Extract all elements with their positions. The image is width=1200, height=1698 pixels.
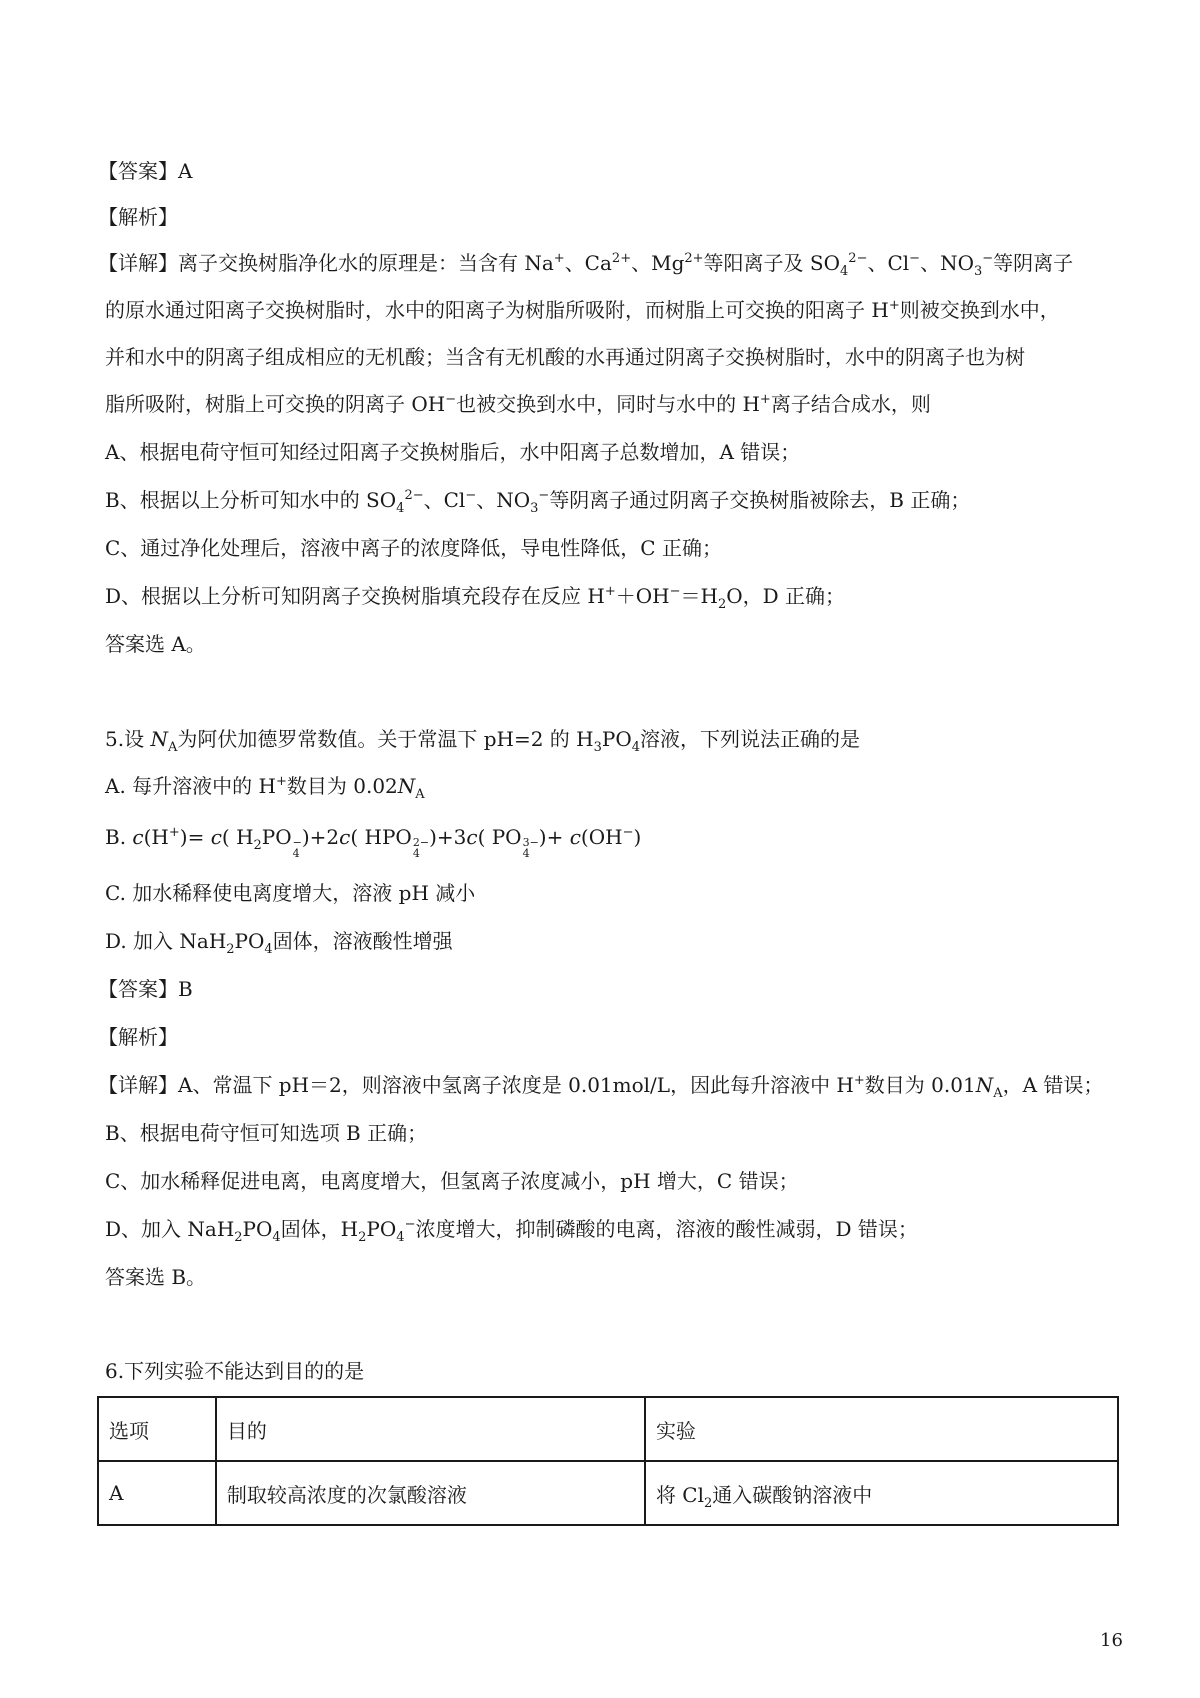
q4-option-d: D、根据以上分析可知阴离子交换树脂填充段存在反应 $H^++OH^-=H_2O$，D 正确； [105,584,846,612]
q5-explain-d: D、加入 $NaH_2PO_4$固体，$H_2PO_4^-$浓度增大，抑制磷酸的电离，溶液的酸性减弱，D 错误； [105,1217,918,1245]
q5-option-b: B. c(H+)= c( $H_2PO$ − 4 )+2c( HPO 2− 4 )+3c( PO 3− 4 )+ c(OH−) [105,825,642,860]
table-header-cell: 实验 [645,1397,1118,1461]
table-header-row [98,1397,1118,1461]
q4-detail-line4: 脂所吸附，树脂上可交换的阴离子 OH−也被交换到水中，同时与水中的 H+离子结合成水，则 [105,392,931,416]
q4-option-b: B、根据以上分析可知水中的 $SO_4^{2-}$、Cl−、$NO_3^-$等阴离子通过阴离子交换树脂被除去，B 正确； [105,488,971,516]
q4-answer: 【答案】A [98,159,193,183]
q4-option-c: C、通过净化处理后，溶液中离子的浓度降低，导电性降低，C 正确； [105,536,722,560]
q5-explain-b: B、根据电荷守恒可知选项 B 正确； [105,1121,428,1145]
page-number: 16 [1100,1630,1123,1651]
q5-option-a: A. 每升溶液中的 H+数目为 $0.02N_A$ [105,774,425,802]
table-row [98,1461,1118,1525]
q5-option-d: D. 加入 $NaH_2PO_4$固体，溶液酸性增强 [105,929,453,957]
q5-option-c: C. 加水稀释使电离度增大，溶液 pH 减小 [105,881,476,905]
q4-detail-line3: 并和水中的阴离子组成相应的无机酸；当含有无机酸的水再通过阴离子交换树脂时，水中的阴离子也为树 [105,345,1025,369]
q4-detail-line1: 【详解】离子交换树脂净化水的原理是：当含有 Na+、$Ca^{2+}$、$Mg^{2+}$等阳离子及 $SO_4^{2-}$、Cl−、$NO_3^-$等阴离子 [98,251,1074,279]
q4-detail-line2: 的原水通过阳离子交换树脂时，水中的阳离子为树脂所吸附，而树脂上可交换的阳离子 H+则被交换到水中， [105,298,1060,322]
q5-analysis: 【解析】 [98,1025,178,1049]
q5-detail-line1: 【详解】A、常温下 pH＝2，则溶液中氢离子浓度是 0.01mol/L，因此每升溶液中 H+数目为 $0.01N_A$，A 错误； [98,1073,1104,1101]
q5-explain-c: C、加水稀释促进电离，电离度增大，但氢离子浓度减小，pH 增大，C 错误； [105,1169,799,1193]
table-header-cell: 目的 [216,1397,645,1461]
q5-answer: 【答案】B [98,977,193,1001]
q5-stem: 5.设 $N_A$为阿伏加德罗常数值。关于常温下 pH=2 的 $H_3PO_4$溶液，下列说法正确的是 [105,727,861,755]
table-cell-option: A [98,1461,216,1525]
table-header-cell: 选项 [98,1397,216,1461]
table-cell-goal: 制取较高浓度的次氯酸溶液 [216,1461,645,1525]
experiment-table [97,1396,1119,1526]
table-cell-experiment: 将 $Cl_2$通入碳酸钠溶液中 [645,1461,1118,1525]
q4-analysis: 【解析】 [98,205,178,229]
q6-stem: 6.下列实验不能达到目的的是 [105,1359,365,1383]
q4-conclusion: 答案选 A。 [105,632,206,656]
q5-conclusion: 答案选 B。 [105,1265,207,1289]
q4-option-a: A、根据电荷守恒可知经过阳离子交换树脂后，水中阳离子总数增加，A 错误； [105,440,801,464]
